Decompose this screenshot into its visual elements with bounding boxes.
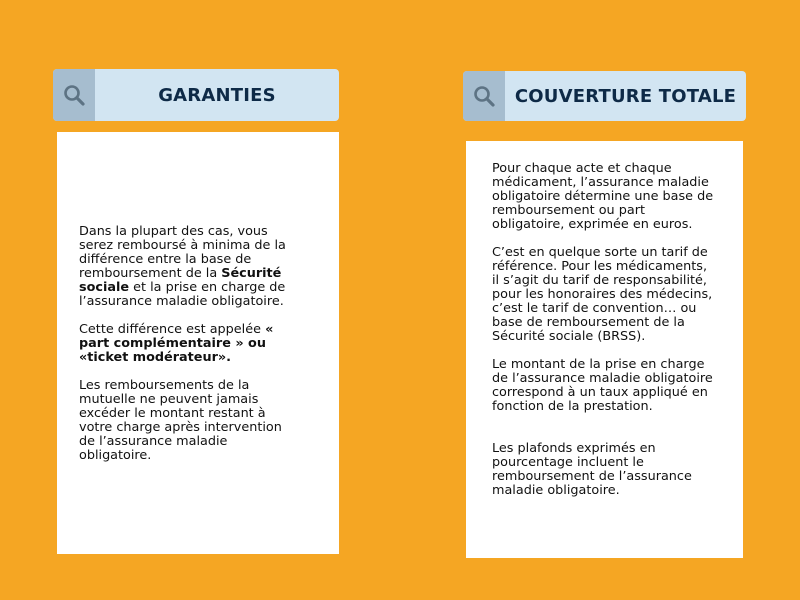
garanties-paragraph-3: Les remboursements de la mutuelle ne peuvent jamais excéder le montant restant à votre charge après intervention de l’assurance maladie obligatoire. [79,378,282,463]
garanties-header [53,69,339,121]
search-icon-box[interactable] [53,69,95,121]
couverture-title: COUVERTURE TOTALE [514,85,737,107]
search-icon [472,84,496,108]
search-icon [62,83,86,107]
search-icon-box[interactable] [463,71,505,121]
couverture-paragraph-1: Pour chaque acte et chaque médicament, l’assurance maladie obligatoire détermine une base de remboursement ou part obligatoire, exprimée en euros. [492,161,714,232]
couverture-header [463,71,746,121]
garanties-paragraph-2: Cette différence est appelée « part complémentaire » ou «ticket modérateur». [79,322,274,365]
garanties-card [57,132,339,554]
garanties-title: GARANTIES [158,84,276,106]
couverture-card [466,141,743,558]
couverture-paragraph-4: Les plafonds exprimés en pourcentage incluent le remboursement de l’assurance maladie obligatoire. [492,441,692,498]
garanties-paragraph-1: Dans la plupart des cas, vous serez remboursé à minima de la différence entre la base de remboursement de la Sécurité sociale et la prise en charge de l’assurance maladie obligatoire. [79,224,286,309]
couverture-paragraph-3: Le montant de la prise en charge de l’assurance maladie obligatoire correspond à un taux appliqué en fonction de la prestation. [492,357,713,414]
couverture-paragraph-2: C’est en quelque sorte un tarif de référence. Pour les médicaments, il s’agit du tarif de responsabilité, pour les honoraires des médecins, c’est le tarif de convention… ou base de remboursement de la Sécurité sociale (BRSS). [492,245,713,344]
